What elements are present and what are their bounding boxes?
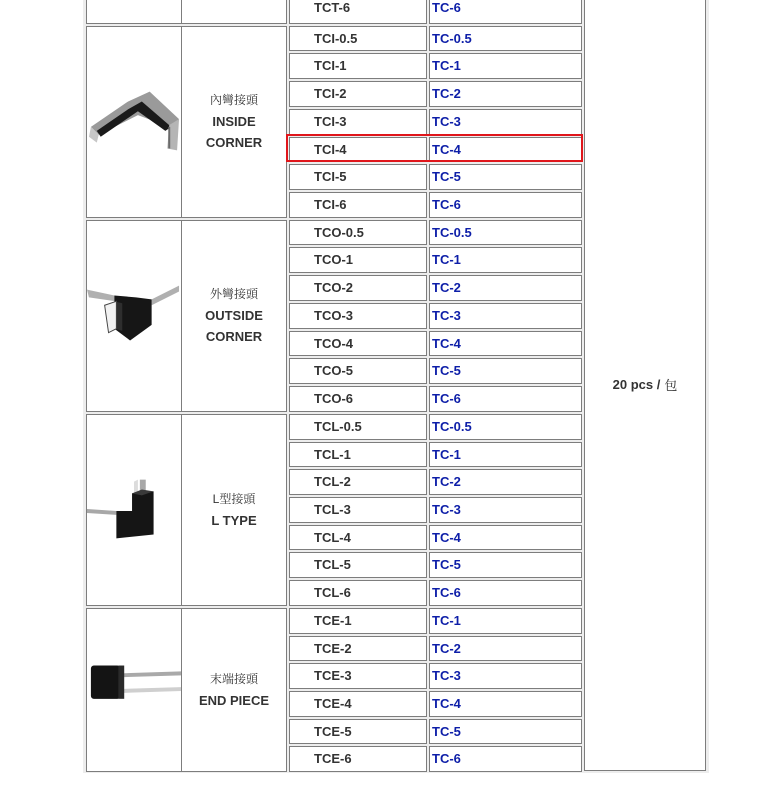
compatible-raceway-cell [429,608,582,634]
product-name-en: INSIDE [212,114,256,130]
compatible-raceway: TC-5 [432,723,461,739]
part-code: TCO-0.5 [314,224,364,240]
product-name-cn: 外彎接頭 [209,287,258,302]
product-name-en: CORNER [205,135,263,151]
compatible-raceway: TC-0.5 [432,30,472,46]
part-code: TCL-6 [314,585,351,601]
part-code: TCO-4 [314,335,353,351]
part-code-cell [289,552,427,578]
part-code-cell [289,691,427,717]
highlighted-row-outline [286,134,583,162]
part-code-cell [289,192,427,218]
packaging-qty: 20 pcs / [612,377,661,392]
compatible-raceway: TC-0.5 [432,224,472,240]
part-code-cell [289,663,427,689]
compatible-raceway: TC-6 [432,391,461,407]
part-code: TCI-0.5 [314,30,358,46]
compatible-raceway-cell [429,53,582,79]
part-code: TCE-1 [314,612,352,628]
compatible-raceway-cell [429,469,582,495]
compatible-raceway-cell [429,275,582,301]
part-code: TCI-2 [314,86,347,102]
part-code-cell [289,636,427,662]
part-code-cell [289,358,427,384]
compatible-raceway: TC-6 [432,0,461,15]
part-code-cell [289,442,427,468]
part-code: TCL-1 [314,446,351,462]
compatible-raceway: TC-3 [432,307,461,323]
part-code: TCL-4 [314,529,351,545]
product-name-en: L TYPE [211,512,257,528]
compatible-raceway-cell [429,164,582,190]
part-code: TCO-6 [314,391,353,407]
compatible-raceway-cell [429,358,582,384]
compatible-raceway-cell [429,636,582,662]
part-code-cell [289,164,427,190]
compatible-raceway: TC-6 [432,197,461,213]
compatible-raceway: TC-3 [432,668,461,684]
compatible-raceway-cell [429,331,582,357]
compatible-raceway: TC-4 [432,141,461,157]
part-code: TCL-5 [314,557,351,573]
compatible-raceway-cell [429,442,582,468]
outside-corner-icon [87,285,181,347]
compatible-raceway-cell [429,719,582,745]
part-code: TCT-6 [314,0,351,15]
part-code-cell [289,525,427,551]
product-name-end [181,608,287,772]
compatible-raceway: TC-5 [432,557,461,573]
compatible-raceway: TC-4 [432,529,461,545]
part-code: TCL-0.5 [314,418,362,434]
compatible-raceway-cell [429,746,582,772]
product-name-en: END PIECE [198,692,270,708]
part-code: TCE-2 [314,640,352,656]
compatible-raceway: TC-2 [432,280,461,296]
compatible-raceway-cell [429,26,582,52]
compatible-raceway-cell [429,109,582,135]
product-name-cn: 末端接頭 [209,671,258,686]
compatible-raceway-cell [429,192,582,218]
part-code: TCL-2 [314,474,351,490]
compatible-raceway-cell [429,691,582,717]
compatible-raceway-cell [429,663,582,689]
part-code-cell [289,247,427,273]
part-code: TCI-1 [314,58,347,74]
product-name-ltype [181,414,287,606]
compatible-raceway-cell [429,247,582,273]
product-image-outside [86,220,182,412]
compatible-raceway: TC-6 [432,585,461,601]
compatible-raceway: TC-1 [432,446,461,462]
part-code: TCI-3 [314,113,347,129]
part-code-cell [289,414,427,440]
part-code-cell [289,0,427,24]
part-code-cell [289,220,427,246]
product-image-ltype [86,414,182,606]
part-code-cell [289,331,427,357]
compatible-raceway: TC-2 [432,640,461,656]
part-code: TCE-5 [314,723,352,739]
part-code-cell [289,608,427,634]
part-code: TCI-4 [314,141,347,157]
compatible-raceway: TC-4 [432,696,461,711]
compatible-raceway: TC-3 [432,113,461,129]
compatible-raceway: TC-5 [432,169,461,185]
end-piece-icon [87,659,181,721]
part-code-cell [289,746,427,772]
product-name-cn: 內彎接頭 [209,93,258,108]
compatible-raceway: TC-4 [432,335,461,351]
compatible-raceway: TC-1 [432,612,461,628]
part-code: TCI-5 [314,169,347,185]
compatible-raceway: TC-1 [432,252,461,268]
part-code-cell [289,81,427,107]
compatible-raceway: TC-0.5 [432,418,472,434]
part-code: TCO-3 [314,307,353,323]
product-table [83,0,709,773]
compatible-raceway-cell [429,414,582,440]
part-code-cell [289,275,427,301]
compatible-raceway-cell [429,497,582,523]
part-code: TCE-6 [314,751,352,767]
compatible-raceway-cell [429,552,582,578]
packaging-cell [584,0,706,771]
l-type-icon [87,479,181,541]
part-code: TCO-1 [314,252,353,268]
packaging-unit: 包 [664,378,678,393]
part-code-cell [289,53,427,79]
product-name-outside [181,220,287,412]
compatible-raceway: TC-2 [432,474,461,490]
part-code-cell [289,497,427,523]
compatible-raceway-cell [429,303,582,329]
compatible-raceway-cell [429,580,582,606]
part-code-cell [289,109,427,135]
product-name-cn: L型接頭 [212,491,256,506]
product-name-tee [181,0,287,24]
compatible-raceway-cell [429,81,582,107]
part-code: TCE-4 [314,696,352,711]
compatible-raceway-cell [429,0,582,24]
compatible-raceway: TC-2 [432,86,461,102]
compatible-raceway: TC-3 [432,501,461,517]
part-code-cell [289,469,427,495]
product-name-inside [181,26,287,218]
compatible-raceway-cell [429,386,582,412]
part-code-cell [289,719,427,745]
part-code: TCO-2 [314,280,353,296]
product-image-inside [86,26,182,218]
part-code: TCO-5 [314,363,353,379]
compatible-raceway: TC-5 [432,363,461,379]
part-code: TCI-6 [314,197,347,213]
product-name-en: CORNER [205,329,263,345]
part-code-cell [289,580,427,606]
part-code-cell [289,386,427,412]
compatible-raceway-cell [429,525,582,551]
part-code-cell [289,26,427,52]
compatible-raceway: TC-6 [432,751,461,767]
product-image-end [86,608,182,772]
part-code: TCL-3 [314,501,351,517]
product-image-tee [86,0,182,24]
part-code-cell [289,303,427,329]
compatible-raceway-cell [429,220,582,246]
part-code: TCE-3 [314,668,352,684]
compatible-raceway: TC-1 [432,58,461,74]
inside-corner-icon [87,91,181,153]
product-name-en: OUTSIDE [205,308,263,324]
